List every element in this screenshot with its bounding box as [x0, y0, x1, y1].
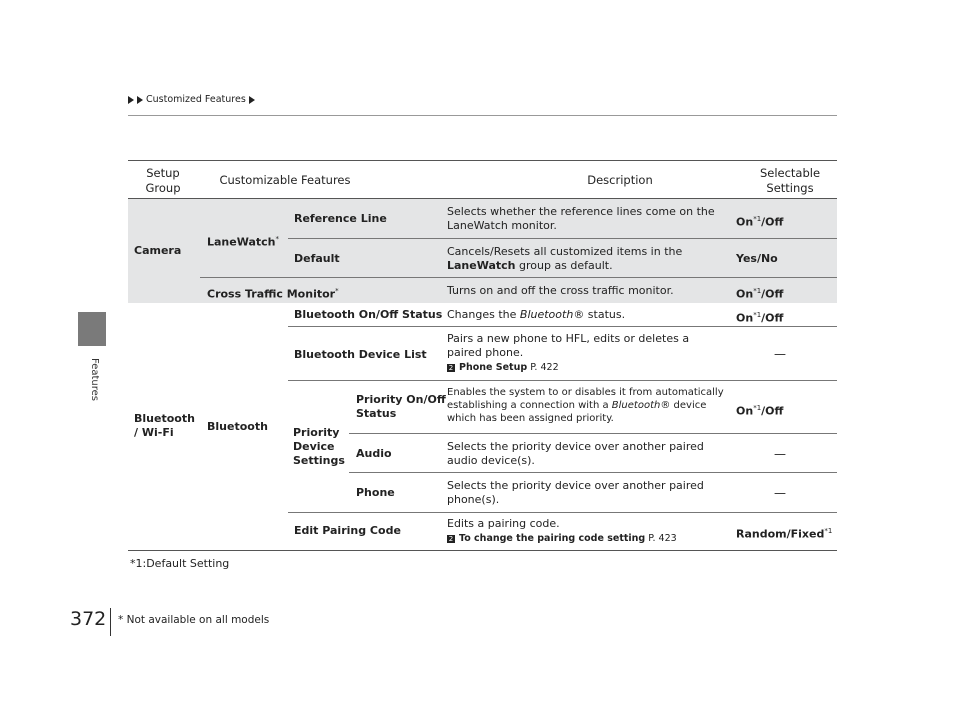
side-section-label: Features [89, 358, 100, 401]
setting-default: Yes/No [736, 252, 778, 265]
desc-bt-device-list: Pairs a new phone to HFL, edits or deletes a paired phone. 2 Phone Setup P. 422 [447, 332, 690, 373]
group-camera: Camera [134, 244, 182, 257]
setting-phone: — [774, 486, 786, 500]
page-number: 372 [70, 608, 107, 630]
feature-priority-onoff: Priority On/Off Status [356, 393, 446, 420]
feature-default: Default [294, 252, 340, 265]
desc-audio: Selects the priority device over another paired audio device(s). [447, 440, 704, 467]
header-rule [128, 115, 837, 116]
desc-edit-pairing: Edits a pairing code. 2 To change the pairing code setting P. 423 [447, 517, 677, 544]
triangle-arrow-icon [128, 96, 134, 104]
setting-priority-onoff: On$^{*1}$/Off [736, 404, 784, 418]
desc-reference-line: Selects whether the reference lines come on the LaneWatch monitor. [447, 205, 715, 232]
cross-reference-arrow-icon: 2 [448, 534, 454, 543]
breadcrumb-label[interactable]: Customized Features [146, 94, 246, 105]
setting-edit-pairing: Random/Fixed$^{*1}$ [736, 527, 833, 541]
section-tab [78, 312, 106, 346]
header-customizable-features: Customizable Features [219, 173, 351, 187]
desc-bt-onoff: Changes the Bluetooth® status. [447, 308, 626, 321]
footnote: * Not available on all models [118, 614, 270, 626]
setting-cross-traffic: On$^{*1}$/Off [736, 287, 784, 301]
breadcrumb[interactable] [128, 94, 255, 105]
desc-phone: Selects the priority device over another paired phone(s). [447, 479, 704, 506]
feature-audio: Audio [356, 447, 392, 460]
feature-reference-line: Reference Line [294, 212, 387, 225]
feature-bt-device-list: Bluetooth Device List [294, 348, 427, 361]
setting-bt-device-list: — [774, 347, 786, 361]
setting-bt-onoff: On$^{*1}$/Off [736, 311, 784, 325]
feature-cross-traffic: Cross Traffic Monitor* [207, 287, 339, 301]
feature-bt-onoff: Bluetooth On/Off Status [294, 308, 443, 321]
setting-reference-line: On$^{*1}$/Off [736, 215, 784, 229]
feature-edit-pairing: Edit Pairing Code [294, 524, 401, 537]
feature-lanewatch: LaneWatch* [207, 235, 279, 249]
group-bluetooth-wifi: Bluetooth / Wi-Fi [134, 412, 195, 439]
desc-priority-onoff: Enables the system to or disables it from automatically establishing a connection with a Bluetooth® device which has been assigned priority. [447, 387, 724, 424]
desc-default: Cancels/Resets all customized items in the LaneWatch group as default. [447, 245, 683, 272]
cross-reference-arrow-icon: 2 [448, 363, 454, 372]
header-description: Description [587, 173, 653, 187]
header-setup-group: Setup Group [145, 166, 181, 195]
feature-bluetooth: Bluetooth [207, 420, 268, 433]
feature-phone: Phone [356, 486, 395, 499]
header-selectable-settings: Selectable Settings [759, 166, 821, 195]
triangle-arrow-icon [137, 96, 143, 104]
setting-audio: — [774, 447, 786, 461]
default-setting-note: *1:Default Setting [130, 557, 230, 570]
triangle-arrow-icon [249, 96, 255, 104]
feature-priority-settings: Priority Device Settings [293, 426, 345, 467]
desc-cross-traffic: Turns on and off the cross traffic monitor. [447, 284, 674, 297]
